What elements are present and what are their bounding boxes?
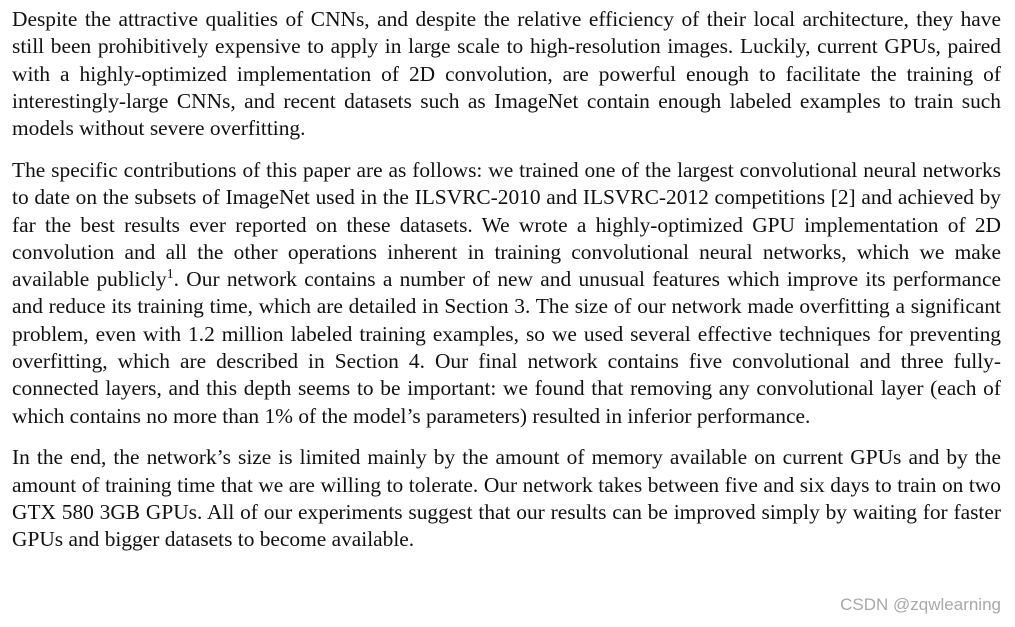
paragraph-intro-motivation: Despite the attractive qualities of CNNs, and despite the relative efficiency of their local architecture, they have still been prohibitively expensive to apply in large scale to high-resolution images. Luckily, current GPUs, paired with a highly-optimized implementation of 2D convolution, are powerful enough to facilitate the training of interestingly-large CNNs, and recent datasets such as ImageNet contain enough labeled examples to train such models without severe overfitting. [12, 7, 1001, 141]
paragraph-contributions [12, 157, 1001, 430]
paper-body [12, 6, 1001, 554]
footnote-marker[interactable]: 1 [166, 266, 174, 283]
paragraph-limitations: In the end, the network’s size is limited mainly by the amount of memory available on current GPUs and by the amount of training time that we are willing to tolerate. Our network takes between five and six days to train on two GTX 580 3GB GPUs. All of our experiments suggest that our results can be improved simply by waiting for faster GPUs and bigger datasets to become available. [12, 445, 1001, 552]
contributions-text-continued: . Our network contains a number of new and unusual features which improve its performance and reduce its training time, which are detailed in Section 3. The size of our network made overfitting a significant problem, even with 1.2 million labeled training examples, so we used several effective techniques for preventing overfitting, which are described in Section 4. Our final network contains five convolutional and three fully-connected layers, and this depth seems to be important: we found that removing any convolutional layer (each of which contains no more than 1% of the model’s parameters) resulted in inferior performance. [12, 267, 1001, 428]
contributions-text: The specific contributions of this paper are as follows: we trained one of the largest convolutional neural networks to date on the subsets of ImageNet used in the ILSVRC-2010 and ILSVRC-2012 competitions [2] and achieved by far the best results ever reported on these datasets. We wrote a highly-optimized GPU implementation of 2D convolution and all the other operations inherent in training convolutional neural networks, which we make available publicly [12, 157, 1001, 292]
watermark: CSDN @zqwlearning [840, 595, 1001, 614]
